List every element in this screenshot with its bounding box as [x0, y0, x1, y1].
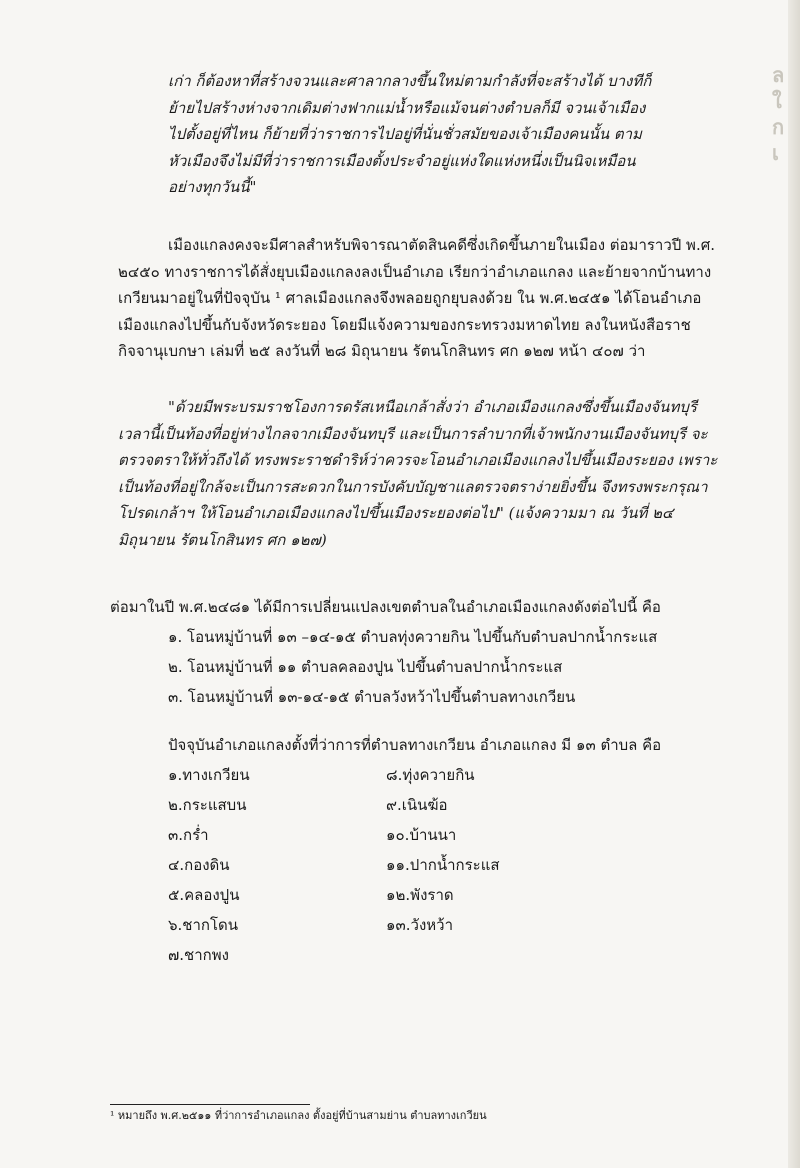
- text-line: เป็นท้องที่อยู่ใกล้จะเป็นการสะดวกในการบังคับบัญชาแลตรวจตราง่ายยิ่งขึ้น จึงทรงพระกรุณา: [118, 477, 708, 496]
- change-item: ๓. โอนหมู่บ้านที่ ๑๓-๑๔-๑๕ ตำบลวังหว้าไปขึ้นตำบลทางเกวียน: [168, 688, 576, 706]
- text-line: ตรวจตราให้ทั่วถึงได้ ทรงพระราชดำริห์ว่าควรจะโอนอำเภอเมืองแกลงไปขึ้นเมืองระยอง เพราะ: [118, 451, 718, 469]
- text-line: เมืองแกลงไปขึ้นกับจังหวัดระยอง โดยมีแจ้งความของกระทรวงมหาดไทย ลงในหนังสือราช: [118, 315, 691, 334]
- text-line: ปัจจุบันอำเภอแกลงตั้งที่ว่าการที่ตำบลทางเกวียน อำเภอแกลง มี ๑๓ ตำบล คือ: [168, 736, 662, 754]
- subdistrict-item: ๑๒.พังราด: [386, 886, 454, 904]
- subdistrict-item: ๕.คลองปูน: [168, 886, 240, 904]
- text-line: เกวียนมาอยู่ในที่ปัจจุบัน ¹ ศาลเมืองแกลงจึงพลอยถูกยุบลงด้วย ใน พ.ศ.๒๔๕๑ ได้โอนอำเภอ: [118, 289, 702, 307]
- royal-gazette-quote: [118, 394, 717, 553]
- subdistrict-item: ๘.ทุ่งควายกิน: [386, 766, 475, 784]
- text-line: หัวเมืองจึงไม่มีที่ว่าราชการเมืองตั้งประจำอยู่แห่งใดแห่งหนึ่งเป็นนิจเหมือน: [168, 151, 636, 170]
- subdistrict-item: ๓.กร่ำ: [168, 826, 209, 844]
- text-line: "ด้วยมีพระบรมราชโองการดรัสเหนือเกล้าสั่งว่า อำเภอเมืองแกลงซึ่งขึ้นเมืองจันทบุรี: [168, 398, 697, 416]
- subdistrict-list-right: [386, 760, 500, 940]
- subdistrict-item: ๑๐.บ้านนา: [386, 826, 457, 844]
- subdistrict-item: ๑.ทางเกวียน: [168, 766, 250, 784]
- subdistrict-item: ๙.เนินฆ้อ: [386, 796, 448, 814]
- text-line: ย้ายไปสร้างห่างจากเดิมต่างฟากแม่น้ำหรือแม้จนต่างตำบลก็มี จวนเจ้าเมือง: [168, 98, 646, 117]
- paragraph-history: [118, 232, 715, 365]
- text-line: เมืองแกลงคงจะมีศาลสำหรับพิจารณาตัดสินคดีซึ่งเกิดขึ้นภายในเมือง ต่อมาราวปี พ.ศ.: [168, 236, 716, 254]
- footnote-divider: [110, 1104, 310, 1105]
- subdistrict-item: ๑๑.ปากน้ำกระแส: [386, 856, 500, 874]
- text-line: โปรดเกล้าฯ ให้โอนอำเภอเมืองแกลงไปขึ้นเมืองระยองต่อไป" (แจ้งความมา ณ วันที่ ๒๔: [118, 504, 674, 522]
- subdistrict-item: ๒.กระแสบน: [168, 796, 247, 814]
- subdistrict-item: ๔.กองดิน: [168, 856, 230, 874]
- paragraph-boundary-change: [110, 594, 661, 621]
- text-line: ไปตั้งอยู่ที่ไหน ก็ย้ายที่ว่าราชการไปอยู่ที่นั่นชั่วสมัยของเจ้าเมืองคนนั้น ตาม: [168, 125, 642, 143]
- subdistrict-list-left: [168, 760, 250, 970]
- text-line: มิถุนายน รัตนโกสินทร ศก ๑๒๗): [118, 530, 327, 549]
- bleed-through: ล ใ ก เ: [772, 63, 784, 165]
- text-line: ๒๔๕๐ ทางราชการได้สั่งยุบเมืองแกลงลงเป็นอำเภอ เรียกว่าอำเภอแกลง และย้ายจากบ้านทาง: [118, 262, 712, 281]
- subdistrict-item: ๖.ชากโดน: [168, 916, 239, 934]
- quote-continuation: [168, 68, 651, 201]
- subdistrict-item: ๗.ชากพง: [168, 946, 229, 964]
- text-line: อย่างทุกวันนี้": [168, 178, 257, 196]
- text-line: เก่า ก็ต้องหาที่สร้างจวนและศาลากลางขึ้นใหม่ตามกำลังที่จะสร้างได้ บางทีก็: [168, 72, 652, 90]
- text-line: ต่อมาในปี พ.ศ.๒๔๘๑ ได้มีการเปลี่ยนแปลงเขตตำบลในอำเภอเมืองแกลงดังต่อไปนี้ คือ: [110, 598, 661, 616]
- change-item: ๑. โอนหมู่บ้านที่ ๑๓ –๑๔-๑๕ ตำบลทุ่งควายกิน ไปขึ้นกับตำบลปากน้ำกระแส: [168, 628, 658, 646]
- text-line: เวลานี้เป็นท้องที่อยู่ห่างไกลจากเมืองจันทบุรี และเป็นการลำบากที่เจ้าพนักงานเมืองจันทบุรี จะ: [118, 424, 708, 443]
- change-item: ๒. โอนหมู่บ้านที่ ๑๑ ตำบลคลองปูน ไปขึ้นตำบลปากน้ำกระแส: [168, 658, 563, 676]
- paragraph-present: [168, 732, 661, 759]
- subdistrict-item: ๑๓.วังหว้า: [386, 916, 454, 934]
- footnote: ¹ หมายถึง พ.ศ.๒๕๑๑ ที่ว่าการอำเภอแกลง ตั้งอยู่ที่บ้านสามย่าน ตำบลทางเกวียน: [110, 1109, 487, 1122]
- text-line: กิจจานุเบกษา เล่มที่ ๒๕ ลงวันที่ ๒๘ มิถุนายน รัตนโกสินทร ศก ๑๒๗ หน้า ๔๐๗ ว่า: [118, 342, 646, 360]
